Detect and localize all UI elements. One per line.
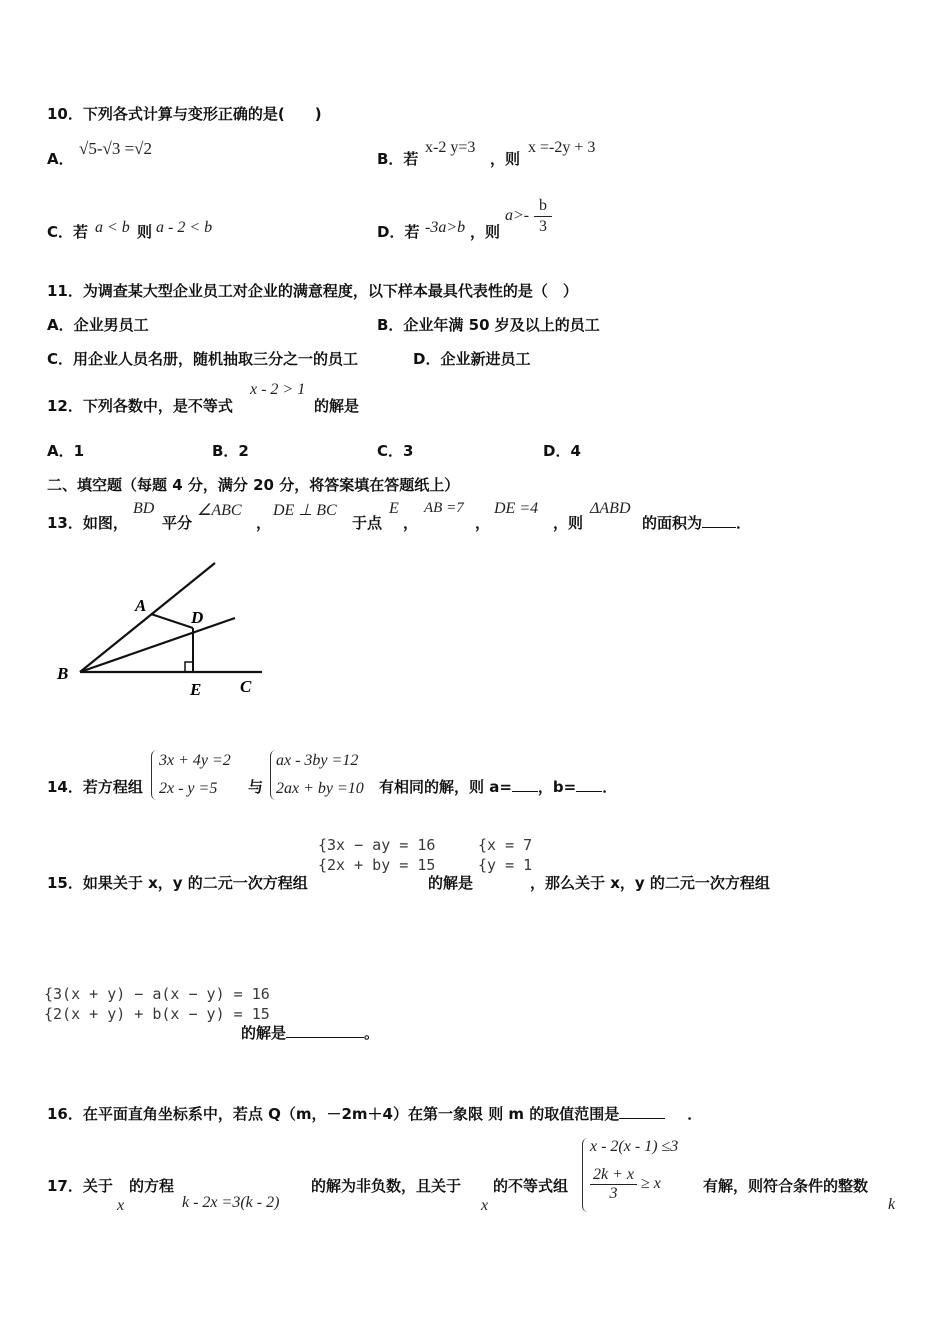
q13-text-6: ， — [475, 514, 491, 532]
q14-period: ． — [602, 778, 618, 796]
section-heading-fill-in: 二、填空题（每题 4 分，满分 20 分，将答案填在答题纸上） — [47, 476, 460, 494]
q15-system-image — [318, 835, 435, 875]
q10-option-c-cond: a < b — [95, 219, 130, 236]
label-c: C — [240, 677, 252, 696]
q16-stem: 16．在平面直角坐标系中，若点 Q（m，－2m＋4）在第一象限 则 m 的取值范围是 — [47, 1105, 620, 1123]
q15-answer-blank[interactable] — [286, 1023, 364, 1038]
label-a: A — [135, 596, 147, 615]
q10-option-b-cond: x-2 y=3 — [425, 139, 476, 156]
q15-text-3: ，那么关于 x，y 的二元一次方程组 — [530, 874, 770, 892]
q15-system2-eq2: {2(x + y) + b(x − y) = 15 — [44, 1005, 270, 1023]
q17-fraction-numerator: 2k + x — [590, 1166, 637, 1185]
q10-option-d-then: ，则 — [470, 223, 501, 241]
q10-option-c-label: C．若 — [47, 223, 89, 241]
q11-option-d: D．企业新进员工 — [413, 350, 531, 368]
q13-perp: DE ⊥ BC — [273, 502, 337, 519]
q12-option-b: B．2 — [212, 442, 249, 460]
segment-ad — [151, 614, 193, 628]
q13-answer-blank[interactable] — [702, 513, 736, 528]
q14-a-blank[interactable] — [512, 777, 538, 792]
q14-text-1: 14．若方程组 — [47, 778, 143, 796]
q13-area-label: 的面积为 — [642, 514, 703, 532]
q13-text-5: ， — [403, 514, 419, 532]
right-angle-mark — [185, 662, 193, 672]
q13-text-1: 13．如图， — [47, 514, 128, 532]
q10-option-d-numerator: b — [534, 196, 552, 217]
q10-option-d-fraction — [534, 196, 552, 237]
q17-fraction — [590, 1166, 637, 1203]
q15-system-eq2: {2x + by = 15 — [318, 856, 436, 874]
q11-stem: 11．为调查某大型企业员工对企业的满意程度，以下样本最具代表性的是（ ） — [47, 282, 578, 300]
q12-option-c: C．3 — [377, 442, 414, 460]
q17-fraction-denominator: 3 — [609, 1185, 618, 1202]
q17-inequality-2 — [590, 1166, 661, 1203]
q13-geometry-figure — [40, 555, 280, 705]
q15-text-1: 15．如果关于 x，y 的二元一次方程组 — [47, 874, 308, 892]
q17-text-4: 的不等式组 — [493, 1177, 569, 1195]
q13-angle: ∠ABC — [197, 502, 242, 519]
q14-system1-eq2: 2x - y =5 — [159, 780, 218, 797]
q15-period: 。 — [364, 1024, 380, 1042]
q14-system2-eq1: ax - 3by =12 — [276, 752, 359, 769]
label-e: E — [190, 680, 202, 699]
q14-system1 — [159, 747, 231, 803]
q13-bd: BD — [133, 500, 155, 517]
q17-text-3: 的解为非负数，且关于 — [311, 1177, 462, 1195]
q13-ab: AB =7 — [424, 500, 464, 516]
q14-a-label: 有相同的解，则 a= — [379, 778, 512, 796]
q15-answer-label: 的解是 — [241, 1024, 287, 1042]
q14-text-3 — [379, 776, 617, 797]
ray-bd — [80, 618, 235, 672]
q15-text-2: 的解是 — [428, 874, 474, 892]
q13-de: DE =4 — [494, 500, 539, 517]
label-b: B — [57, 664, 69, 683]
q15-solution-image — [478, 835, 532, 875]
q10-option-d-label: D．若 — [377, 223, 420, 241]
q10-option-a-label: A． — [47, 150, 74, 168]
q13-text-2: 平分 — [162, 514, 193, 532]
q17-text-5: 有解，则符合条件的整数 — [703, 1177, 869, 1195]
q13-text-3: ， — [256, 514, 272, 532]
q17-system-brace — [582, 1138, 588, 1212]
q10-option-c-then: 则 — [137, 223, 153, 241]
q13-text-4: 于点 — [352, 514, 383, 532]
q15-system2-image — [44, 984, 270, 1024]
q10-option-b-then: ，则 — [490, 150, 521, 168]
q17-text-1: 17．关于 — [47, 1177, 113, 1195]
q12-option-a: A．1 — [47, 442, 85, 460]
q10-option-d-denominator: 3 — [539, 218, 547, 235]
q13-e: E — [389, 500, 399, 517]
q15-system-eq1: {3x − ay = 16 — [318, 836, 436, 854]
q15-system2-eq1: {3(x + y) − a(x − y) = 16 — [44, 985, 270, 1003]
q15-text-4 — [241, 1022, 379, 1043]
q17-equation: k - 2x =3(k - 2) — [182, 1194, 280, 1211]
q14-b-blank[interactable] — [576, 777, 602, 792]
q14-b-label: ，b= — [537, 778, 577, 796]
q15-solution-x: {x = 7 — [478, 836, 533, 854]
q11-option-a: A．企业男员工 — [47, 316, 149, 334]
q16-period: ． — [687, 1105, 703, 1123]
q10-option-b-result: x =-2y + 3 — [528, 139, 596, 156]
q10-stem: 10．下列各式计算与变形正确的是( ) — [47, 105, 322, 123]
q17-inequality-2-rhs: ≥ x — [641, 1175, 661, 1193]
q16-answer-blank[interactable] — [619, 1104, 665, 1119]
q16-text — [47, 1103, 702, 1124]
q12-inequality: x - 2 > 1 — [250, 381, 306, 398]
q10-option-d-cond: -3a>b — [425, 219, 466, 236]
q17-var-x1: x — [117, 1197, 125, 1214]
q14-system2 — [276, 747, 364, 803]
q12-stem-post: 的解是 — [314, 397, 360, 415]
q12-stem-pre: 12．下列各数中，是不等式 — [47, 397, 233, 415]
q10-option-b-label: B．若 — [377, 150, 419, 168]
q10-option-c-result: a - 2 < b — [156, 219, 213, 236]
q14-system1-eq1: 3x + 4y =2 — [159, 752, 231, 769]
q14-text-2: 与 — [248, 778, 264, 796]
q13-text-7: ，则 — [553, 514, 584, 532]
q14-system1-brace — [151, 750, 157, 800]
q10-option-a-expr: √5-√3 =√2 — [79, 139, 152, 158]
q17-var-x2: x — [481, 1197, 489, 1214]
q13-text-8 — [642, 512, 751, 533]
q14-system2-eq2: 2ax + by =10 — [276, 780, 364, 797]
q17-var-k: k — [888, 1196, 896, 1213]
q12-option-d: D．4 — [543, 442, 581, 460]
q17-text-2: 的方程 — [129, 1177, 175, 1195]
q11-option-c: C．用企业人员名册，随机抽取三分之一的员工 — [47, 350, 359, 368]
q13-triangle: ΔABD — [590, 500, 631, 517]
q17-inequality-1: x - 2(x - 1) ≤3 — [590, 1138, 679, 1155]
q10-option-d-lhs: a>- — [505, 207, 530, 224]
q11-option-b: B．企业年满 50 岁及以上的员工 — [377, 316, 600, 334]
q15-solution-y: {y = 1 — [478, 856, 533, 874]
q13-period: ． — [736, 514, 752, 532]
label-d: D — [191, 608, 204, 627]
